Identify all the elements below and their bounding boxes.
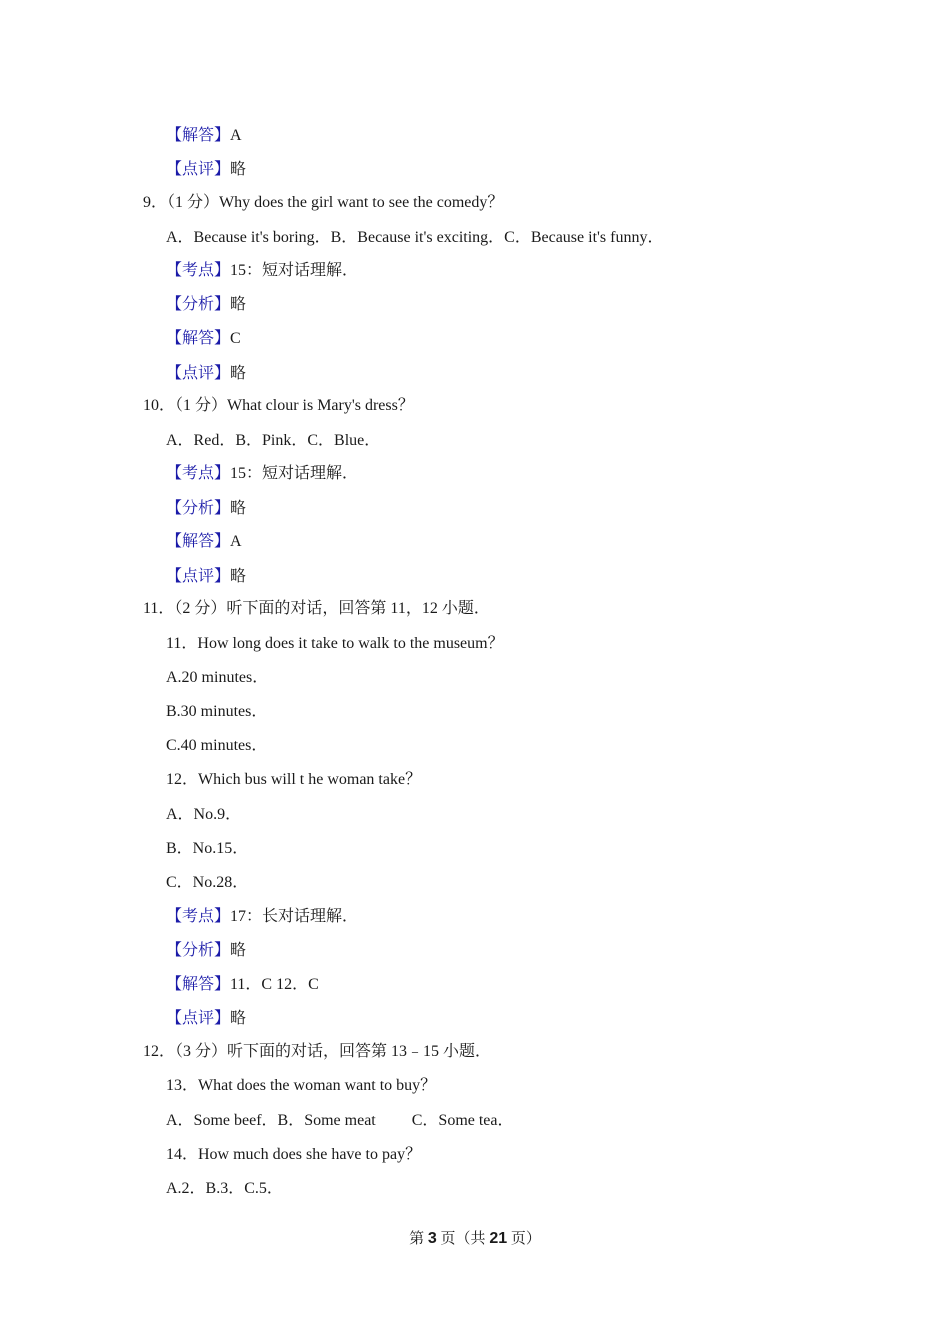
sub-question-12: 12．Which bus will t he woman take？ [166,771,422,788]
point-text: 15：短对话理解． [230,465,359,482]
point-tag: 【考点】 [166,908,231,925]
comment-text: 略 [230,1010,247,1027]
footer-prefix: 第 [409,1231,428,1247]
analysis-line [166,941,246,961]
point-tag: 【考点】 [166,465,231,482]
analysis-text: 略 [230,942,247,959]
question-12: 12．（3 分）听下面的对话，回答第 13﹣15 小题． [143,1043,492,1060]
point-text: 17：长对话理解． [230,908,359,925]
answer-line [166,532,242,552]
point-text: 15：短对话理解． [230,262,359,279]
answer-line [166,975,319,995]
answer-line [166,329,241,349]
comment-text: 略 [230,365,247,382]
point-line [166,464,358,484]
question-9-options: A．Because it's boring．B．Because it's exciting．C．Because it's funny． [166,229,664,246]
answer-line [166,126,242,146]
point-line [166,261,358,281]
total-pages: 21 [489,1230,508,1247]
option-a: A.20 minutes． [166,669,269,686]
analysis-line [166,499,246,519]
page-footer [0,1229,950,1249]
option-b: B．No.15． [166,840,249,857]
analysis-text: 略 [230,296,247,313]
point-tag: 【考点】 [166,262,231,279]
answer-text: A [230,533,242,550]
option-b: B.30 minutes． [166,703,268,720]
comment-line [166,1009,246,1029]
analysis-tag: 【分析】 [166,500,231,517]
comment-line [166,364,246,384]
point-line [166,907,358,927]
answer-tag: 【解答】 [166,330,231,347]
question-14-options: A.2．B.3．C.5． [166,1180,283,1197]
answer-text: A [230,127,242,144]
answer-text: 11．C 12．C [230,976,319,993]
answer-text: C [230,330,241,347]
option-c: C.40 minutes． [166,737,268,754]
comment-tag: 【点评】 [166,1010,231,1027]
question-11: 11．（2 分）听下面的对话，回答第 11，12 小题． [143,600,490,617]
comment-tag: 【点评】 [166,161,231,178]
footer-middle: 页（共 [436,1231,490,1247]
option-c: C．No.28． [166,874,249,891]
comment-tag: 【点评】 [166,568,231,585]
comment-line [166,160,246,180]
option-a: A．No.9． [166,806,242,823]
analysis-tag: 【分析】 [166,942,231,959]
analysis-line [166,295,246,315]
question-9: 9．（1 分）Why does the girl want to see the comedy？ [143,194,504,211]
footer-suffix: 页） [507,1231,541,1247]
answer-tag: 【解答】 [166,533,231,550]
analysis-tag: 【分析】 [166,296,231,313]
comment-text: 略 [230,161,247,178]
answer-tag: 【解答】 [166,976,231,993]
comment-tag: 【点评】 [166,365,231,382]
comment-line [166,567,246,587]
question-10: 10．（1 分）What clour is Mary's dress？ [143,397,414,414]
sub-question-14: 14．How much does she have to pay？ [166,1146,422,1163]
sub-question-13: 13．What does the woman want to buy？ [166,1077,437,1094]
question-10-options: A．Red．B．Pink．C．Blue． [166,432,381,449]
analysis-text: 略 [230,500,247,517]
sub-question-11: 11．How long does it take to walk to the museum？ [166,635,504,652]
answer-tag: 【解答】 [166,127,231,144]
comment-text: 略 [230,568,247,585]
page-number: 3 [427,1230,437,1247]
question-13-options: A．Some beef．B．Some meat C．Some tea． [166,1112,514,1129]
